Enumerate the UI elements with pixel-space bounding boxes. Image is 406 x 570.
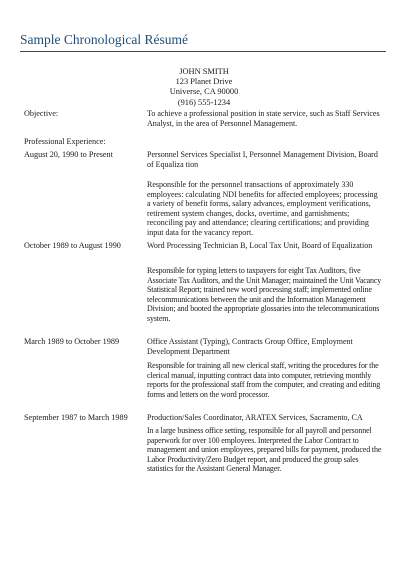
job-description: In a large business office setting, responsible for all payroll and personnel paperwork for over 100 employees. Interpreted the Labor Contract to management and union employees, prepared bills for payment, produced the Labor Productivity/Zero Budget report, and produced the group sales statistics for the Assistant General Manager. — [147, 426, 382, 474]
contact-address: 123 Planet Drive — [175, 77, 233, 87]
experience-heading: Professional Experience: — [24, 137, 106, 146]
objective-text: To achieve a professional position in state service, such as Staff Services Analyst, in the area of Personnel Management. — [147, 109, 380, 128]
job-dates: August 20, 1990 to Present — [24, 150, 113, 159]
contact-city: Universe, CA 90000 — [169, 87, 239, 97]
contact-phone: (916) 555-1234 — [177, 97, 231, 107]
page-title: Sample Chronological Résumé — [20, 32, 188, 47]
contact-block — [130, 67, 278, 108]
job-dates: September 1987 to March 1989 — [24, 413, 128, 422]
job-description: Responsible for typing letters to taxpayers for eight Tax Auditors, five Associate Tax Auditors, and the Unit Manager; maintained the Unit Vacancy Statistical Report; trained new word processing staff; implemented online telecommunications between the unit and the Information Management Division; and booted the appropriate glossaries into the telecommunications system. — [147, 266, 382, 323]
job-dates: March 1989 to October 1989 — [24, 337, 120, 346]
job-title: Office Assistant (Typing), Contracts Group Office, Employment Development Department — [147, 337, 353, 356]
title-underline — [20, 51, 386, 52]
contact-name: JOHN SMITH — [179, 67, 229, 76]
job-title: Personnel Services Specialist I, Personnel Management Division, Board of Equaliza tion — [147, 150, 378, 169]
job-description: Responsible for training all new clerical staff, writing the procedures for the clerical manual, inputting contract data into computer, retrieving monthly reports for the professional staff from the computer, and creating and editing forms and letters on the word processor. — [147, 361, 381, 399]
job-dates: October 1989 to August 1990 — [24, 241, 121, 250]
objective-label: Objective: — [24, 109, 59, 118]
job-description: Responsible for the personnel transactions of approximately 330 employees: calculating NDI benefits for affected employees; processing a variety of benefit forms, salary advances, employment verifications, retirement system changes, docks, overtime, and garnishments; reconciling pay and attendance; clearing certifications; and providing input data for the vacancy report. — [147, 180, 378, 237]
job-title: Word Processing Technician B, Local Tax Unit, Board of Equalization — [147, 241, 373, 250]
job-title: Production/Sales Coordinator, ARATEX Services, Sacramento, CA — [147, 413, 363, 422]
